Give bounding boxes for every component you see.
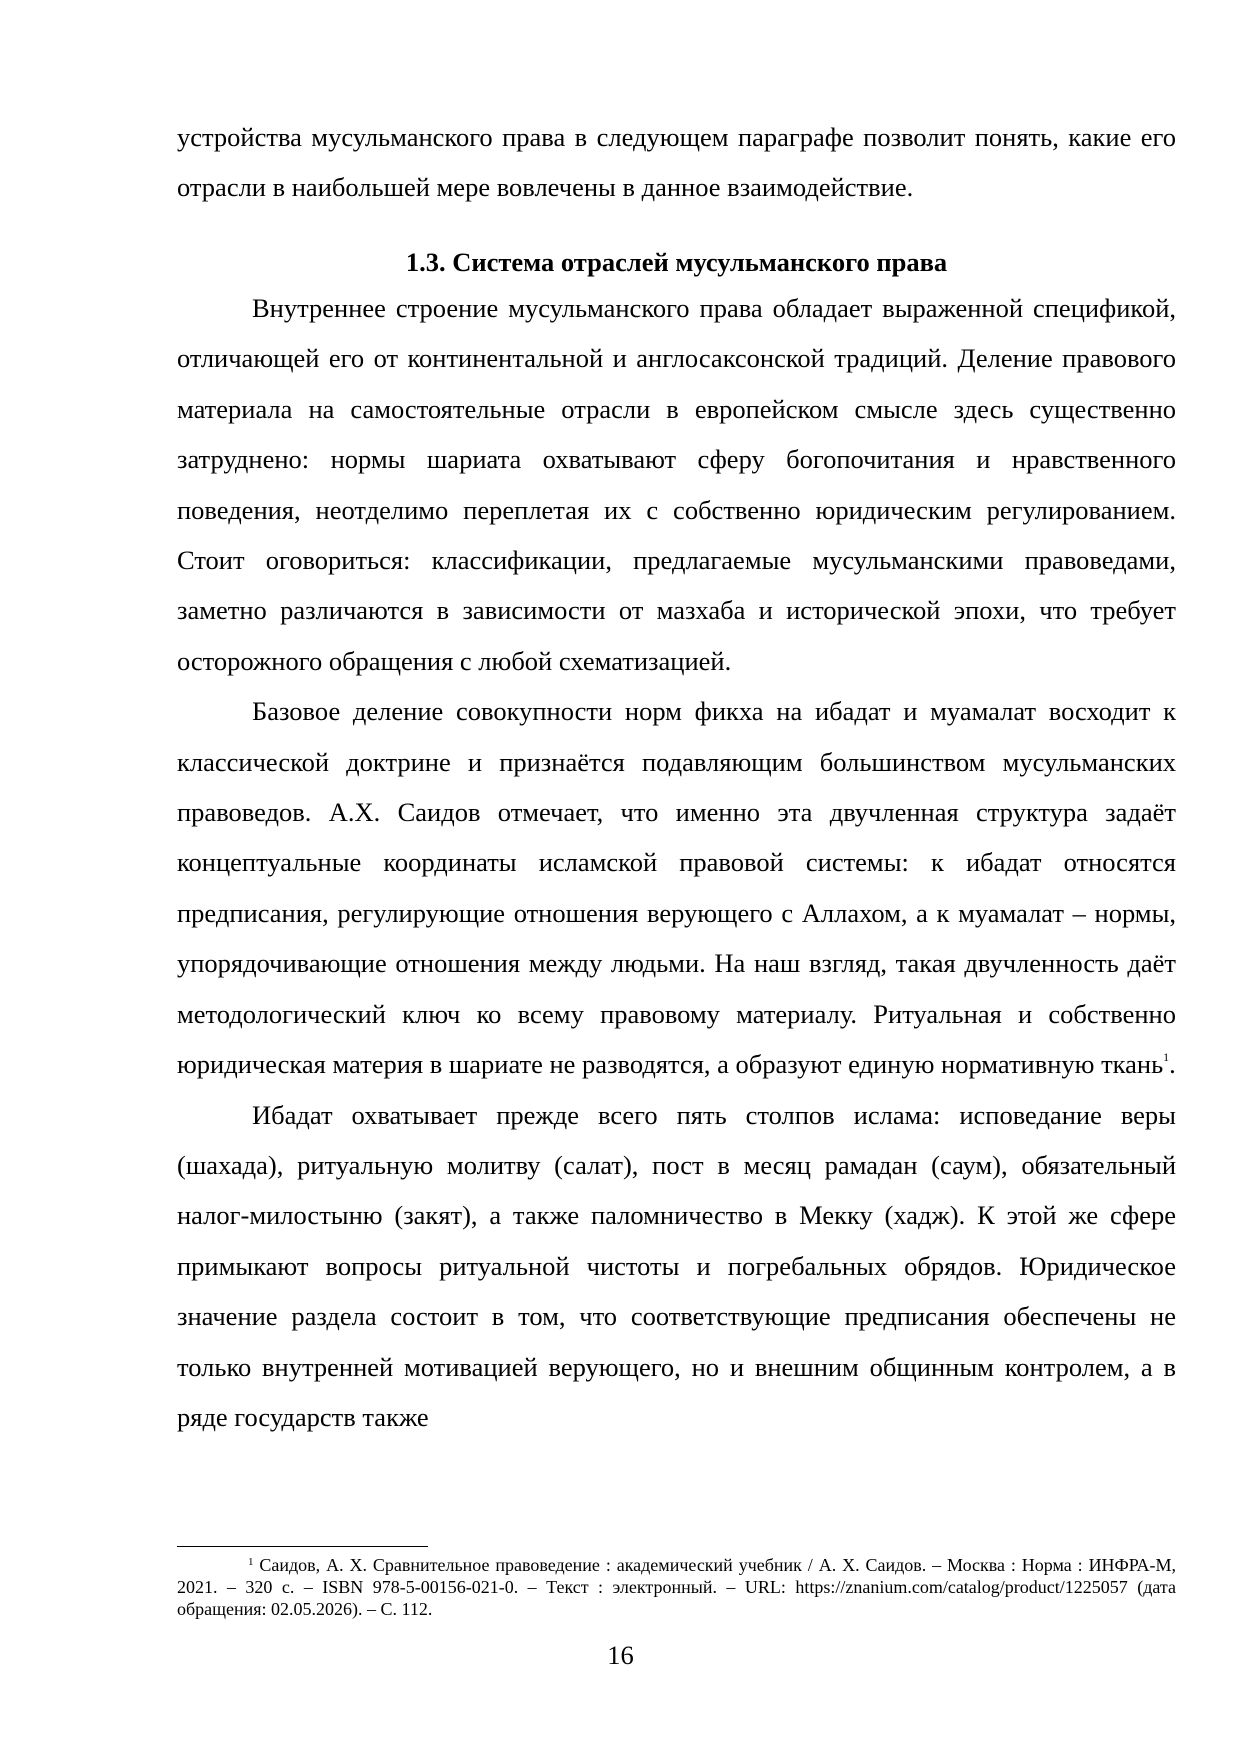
paragraph-2	[177, 686, 1176, 1089]
paragraph-3-text: Ибадат охватывает прежде всего пять столпов ислама: исповедание веры (шахада), ритуальную молитву (салат), пост в месяц рамадан (саум), обязательный налог-милостыню (закят), а также паломничество в Мекку (хадж). К этой же сфере примыкают вопросы ритуальной чистоты и погребальных обрядов. Юридическое значение раздела состоит в том, что соответствующие предписания обеспечены не только внутренней мотивацией верующего, но и внешним общинным контролем, а в ряде государств также	[177, 1099, 1176, 1432]
body-paragraphs	[177, 283, 1176, 1442]
continued-paragraph	[177, 112, 1176, 213]
section-heading: 1.3. Система отраслей мусульманского права	[405, 247, 948, 277]
footnote-marker: 1	[248, 1556, 254, 1568]
paragraph-2-end: .	[1169, 1049, 1176, 1080]
footnote-text: Саидов, А. Х. Сравнительное правоведение : академический учебник / А. Х. Саидов. – Москва : Норма : ИНФРА-М, 2021. – 320 с. – ISBN 978-5-00156-021-0. – Текст : электронный. – URL: https://znanium.com/catalog/product/1225057 (дата обращения: 02.05.2026). – С. 112.	[177, 1555, 1176, 1619]
footnote-entry	[177, 1554, 1176, 1620]
footnote-reference[interactable]: 1	[1163, 1050, 1170, 1065]
paragraph-text: устройства мусульманского права в следующем параграфе позволит понять, какие его отрасли в наибольшей мере вовлечены в данное взаимодействие.	[177, 122, 1176, 203]
paragraph-1-text: Внутреннее строение мусульманского права обладает выраженной спецификой, отличающей его от континентальной и англосаксонской традиций. Деление правового материала на самостоятельные отрасли в европейском смысле здесь существенно затруднено: нормы шариата охватывают сферу богопочитания и нравственного поведения, неотделимо переплетая их с собственно юридическим регулированием. Стоит оговориться: классификации, предлагаемые мусульманскими правоведами, заметно различаются в зависимости от мазхаба и исторической эпохи, что требует осторожного обращения с любой схематизацией.	[177, 293, 1176, 676]
paragraph-3	[177, 1090, 1176, 1443]
footnote-separator	[177, 1546, 428, 1547]
page-number: 16	[607, 1640, 634, 1670]
paragraph-1	[177, 283, 1176, 686]
paragraph-2-text: Базовое деление совокупности норм фикха на ибадат и муамалат восходит к классической доктрине и признаётся подавляющим большинством мусульманских правоведов. А.Х. Саидов отмечает, что именно эта двучленная структура задаёт концептуальные координаты исламской правовой системы: к ибадат относятся предписания, регулирующие отношения верующего с Аллахом, а к муамалат – нормы, упорядочивающие отношения между людьми. На наш взгляд, такая двучленность даёт методологический ключ ко всему правовому материалу. Ритуальная и собственно юридическая материя в шариате не разводятся, а образуют единую нормативную ткань	[177, 696, 1176, 1080]
footnote	[177, 1554, 1176, 1620]
